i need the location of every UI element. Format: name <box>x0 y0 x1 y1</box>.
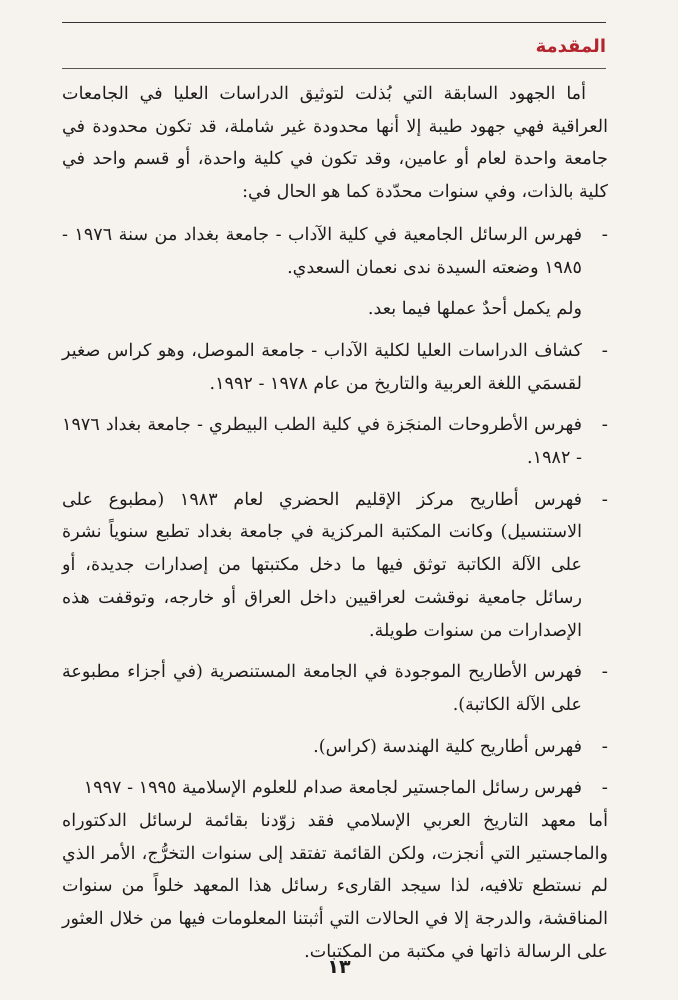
list-item-text: فهرس الرسائل الجامعية في كلية الآداب - جامعة بغداد من سنة ١٩٧٦ - ١٩٨٥ وضعته السيدة ندى نعمان السعدي. <box>62 224 582 278</box>
page-number: ١٣ <box>327 956 351 978</box>
list-item-text: كشاف الدراسات العليا لكلية الآداب - جامعة الموصل، وهو كراس صغير لقسمَي اللغة العربية والتاريخ من عام ١٩٧٨ - ١٩٩٢. <box>62 340 582 394</box>
list-item-text: فهرس الأطاريح الموجودة في الجامعة المستنصرية (في أجزاء مطبوعة على الآلة الكاتبة). <box>62 662 582 715</box>
list-item-text: فهرس رسائل الماجستير لجامعة صدام للعلوم الإسلامية ١٩٩٥ - ١٩٩٧ <box>83 778 582 799</box>
list-item <box>62 409 608 474</box>
header-top-rule <box>62 22 606 23</box>
list-item <box>62 656 608 721</box>
list-bullet: - <box>601 736 608 757</box>
list-item <box>62 335 608 400</box>
list-item-text: فهرس الأطروحات المنجَزة في كلية الطب البيطري - جامعة بغداد ١٩٧٦ - ١٩٨٢. <box>62 415 582 469</box>
running-header-title: المقدمة <box>535 36 606 57</box>
list-bullet: - <box>601 340 608 361</box>
list-bullet: - <box>601 778 608 799</box>
list-item <box>62 219 608 284</box>
list-item-text: فهرس أطاريح كلية الهندسة (كراس). <box>313 736 582 757</box>
list-bullet: - <box>601 415 608 436</box>
list-bullet: - <box>601 489 608 510</box>
list-bullet: - <box>601 662 608 683</box>
intro-paragraph: أما الجهود السابقة التي بُذلت لتوثيق الدراسات العليا في الجامعات العراقية فهي جهود طيبة إلا أنها محدودة غير شاملة، قد تكون محدودة في جامعة واحدة لعام أو عامين، وقد تكون في كلية واحدة، أو قسم واحد في كلية بالذات، وفي سنوات محدّدة كما هو الحال في: <box>62 84 608 203</box>
list-bullet: - <box>601 224 608 245</box>
closing-paragraph: أما معهد التاريخ العربي الإسلامي فقد زوّدنا بقائمة لرسائل الدكتوراه والماجستير التي أنجزت، ولكن القائمة تفتقد إلى سنوات التخرُّج، الأمر الذي لم نستطع تلافيه، لذا سيجد القارىء رسائل هذا المعهد خلواً من سنوات المناقشة، والدرجة إلا في الحالات التي أثبتنا المعلومات فيها من خلال العثور على الرسالة ذاتها في مكتبة من المكتبات. <box>62 811 608 962</box>
list-item <box>62 731 608 764</box>
header-bottom-rule <box>62 68 606 69</box>
list-item <box>62 484 608 648</box>
list-item-text: فهرس أطاريح مركز الإقليم الحضري لعام ١٩٨٣ (مطبوع على الاستنسيل) وكانت المكتبة المركزية في جامعة بغداد تطبع سنوياً نشرة على الآلة الكاتبة توثق فيها ما دخل مكتبتها من إصدارات جديدة، أو رسائل جامعية نوقشت لعراقيين داخل العراق أو خارجه، وتوقفت هذه الإصدارات من سنوات طويلة. <box>62 489 583 641</box>
previous-works-list <box>62 219 608 805</box>
page-body <box>62 78 608 969</box>
list-item-note: ولم يكمل أحدٌ عملها فيما بعد. <box>367 299 582 320</box>
list-item <box>62 772 608 805</box>
